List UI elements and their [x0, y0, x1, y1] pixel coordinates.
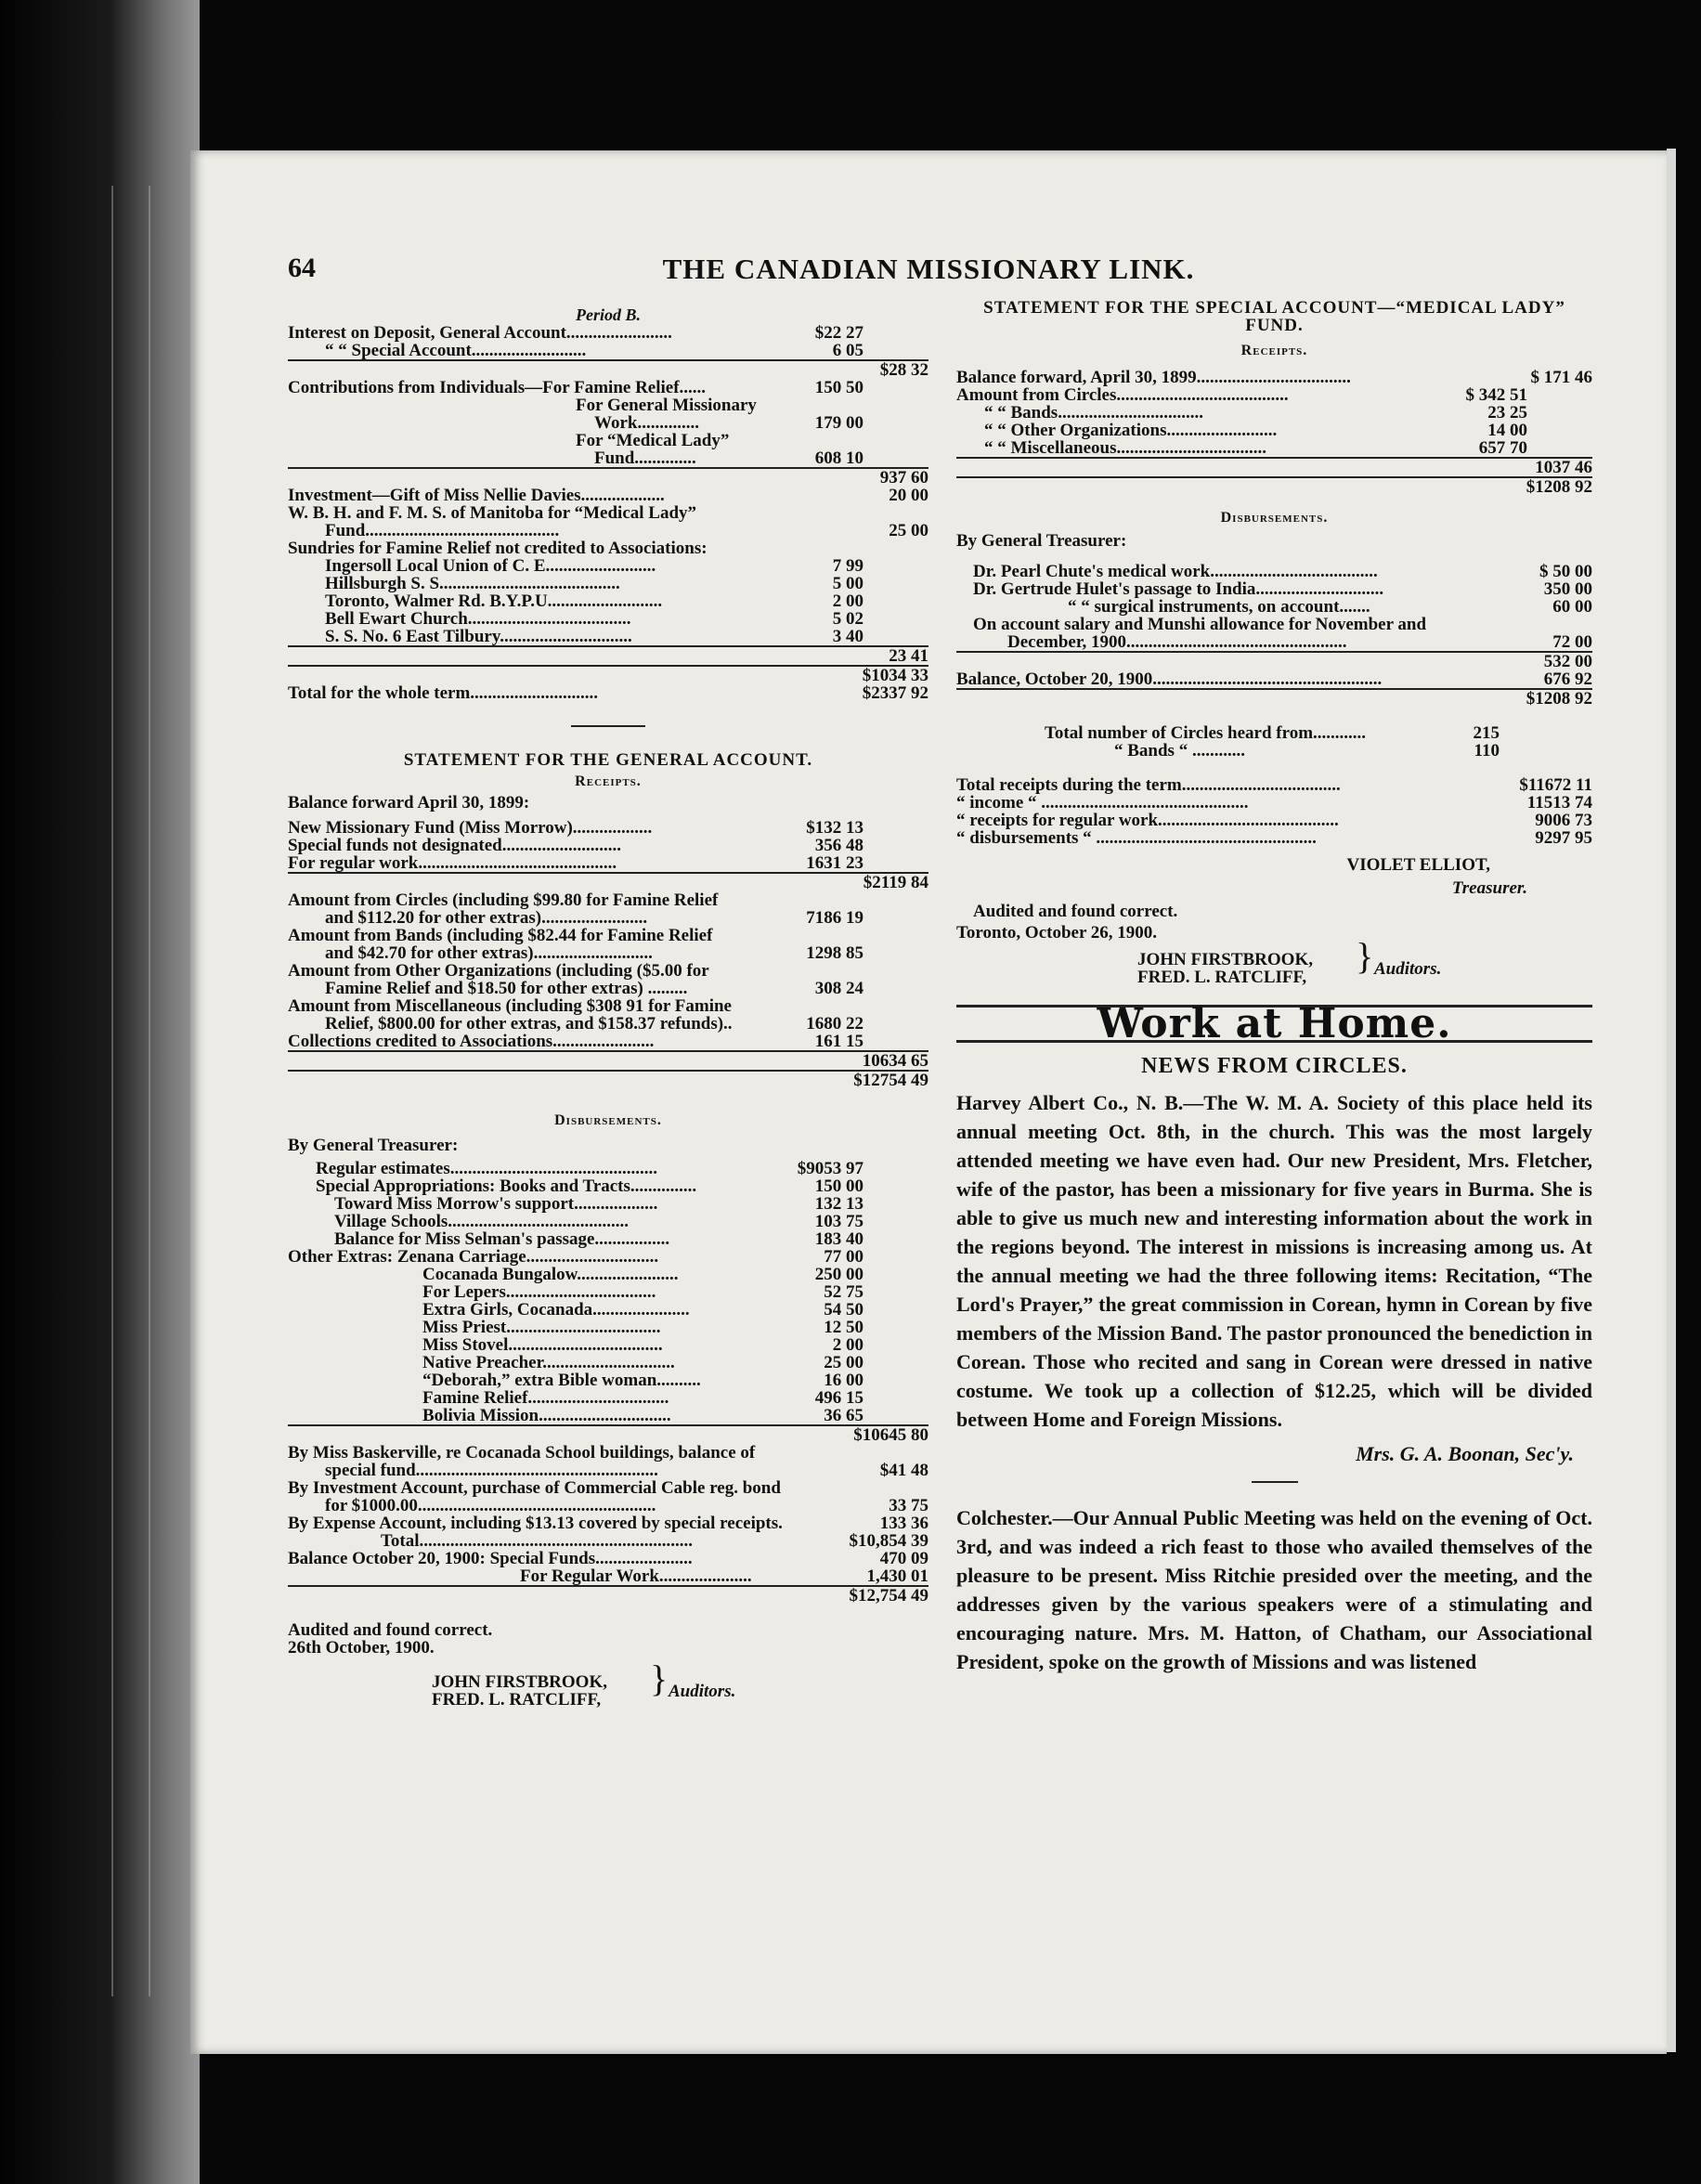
ledger-label: Investment—Gift of Miss Nellie Davies................... — [288, 486, 665, 505]
book-spine — [0, 0, 200, 2184]
right-column — [956, 299, 1592, 1676]
ledger-amount: 25 00 — [824, 1353, 863, 1372]
special-disbursement-rows — [956, 563, 1592, 708]
auditor-name: JOHN FIRSTBROOK, — [432, 1672, 607, 1692]
auditor-name: JOHN FIRSTBROOK, — [1137, 950, 1313, 969]
ledger-label: Dr. Pearl Chute's medical work...................................... — [973, 562, 1378, 581]
ledger-row — [288, 1479, 928, 1497]
ledger-row — [288, 1550, 928, 1567]
ledger-label: Amount from Other Organizations (including ($5.00 for — [288, 961, 709, 981]
ledger-row — [288, 1444, 928, 1462]
period-title: Period B. — [576, 306, 641, 324]
ledger-total: 25 00 — [889, 521, 928, 540]
ledger-label: Sundries for Famine Relief not credited to Associations: — [288, 539, 708, 558]
period-rows — [288, 324, 928, 702]
ledger-total: 1,430 01 — [866, 1566, 928, 1586]
ledger-total: 1037 46 — [1535, 458, 1592, 477]
ledger-amount: 6 05 — [832, 341, 863, 360]
ledger-row — [956, 386, 1592, 404]
ledger-total: 11513 74 — [1526, 793, 1592, 812]
ledger-amount: 16 00 — [824, 1371, 863, 1390]
ledger-row — [956, 439, 1592, 457]
ledger-label: For regular work............................................. — [288, 853, 617, 873]
ledger-row — [956, 616, 1592, 633]
audited-text: Audited and found correct. — [288, 1620, 493, 1640]
ledger-label: special fund....................................................... — [325, 1461, 658, 1480]
ledger-label: Famine Relief................................ — [422, 1388, 669, 1408]
news-paragraph: Harvey Albert Co., N. B.—The W. M. A. Society of this place held its annual meeting Oct. 8th, in the church. This was the most largely attended meeting we have even had. Our new President, Mrs. Fletcher, wife of the pastor, has been a missionary for five years in Burma. She is able to give us much new and interesting information about the work in the regions beyond. The interest in missions is increasing among us. At the annual meeting we had the three following items: Recitation, “The Lord's Prayer,” the great commission in Corean, hymn in Corean by five members of the Mission Band. The pastor pronounced the benediction in Corean. Those who recited and sang in Corean were dressed in native costume. We took up a collection of $12.25, which will be divided between Home and Foreign Missions. — [956, 1091, 1592, 1431]
ledger-row — [956, 794, 1592, 812]
ledger-total: 9006 73 — [1535, 811, 1592, 830]
ledger-amount: 657 70 — [1478, 438, 1527, 458]
ledger-row — [288, 1389, 928, 1407]
ledger-label: Famine Relief and $18.50 for other extras) ......... — [325, 979, 688, 998]
receipts-label: Receipts. — [575, 774, 642, 789]
ledger-row — [288, 980, 928, 997]
ledger-label: Miss Priest................................... — [422, 1318, 661, 1337]
ledger-label: Special Appropriations: Books and Tracts............... — [316, 1176, 697, 1196]
special-account-title-2: FUND. — [1245, 316, 1304, 335]
ledger-row — [288, 1336, 928, 1354]
ledger-row — [956, 812, 1592, 829]
ledger-amount: 1298 85 — [806, 943, 863, 963]
ledger-total: 60 00 — [1552, 597, 1592, 617]
ledger-label: Toward Miss Morrow's support................... — [334, 1194, 658, 1214]
ledger-label: “ “ surgical instruments, on account....... — [1068, 597, 1370, 617]
ledger-label: Village Schools......................................... — [334, 1212, 630, 1231]
auditors-block — [288, 1658, 928, 1714]
ledger-row — [956, 422, 1592, 439]
ledger-row — [956, 580, 1592, 598]
divider — [1252, 1481, 1298, 1483]
ledger-total: 23 41 — [889, 646, 928, 666]
left-column — [288, 306, 928, 1714]
ledger-label: Amount from Miscellaneous (including $308 91 for Famine — [288, 996, 732, 1016]
ledger-amount: 356 48 — [814, 836, 863, 855]
ledger-label: By Expense Account, including $13.13 covered by special receipts. — [288, 1514, 783, 1533]
ledger-row — [288, 837, 928, 854]
ledger-label: and $42.70 for other extras)........................... — [325, 943, 653, 963]
ledger-label: Contributions from Individuals—For Famine Relief...... — [288, 378, 707, 397]
auditors-label: Auditors. — [669, 1682, 736, 1701]
spine-edge — [149, 186, 150, 1996]
ledger-row — [288, 342, 928, 359]
ledger-row — [288, 1283, 928, 1301]
ledger-amount: 179 00 — [814, 413, 863, 433]
ledger-row — [288, 1567, 928, 1585]
ledger-amount: 7 99 — [832, 556, 863, 576]
ledger-label: For Regular Work..................... — [520, 1566, 752, 1586]
ledger-label: Balance October 20, 1900: Special Funds...................... — [288, 1549, 693, 1568]
ledger-label: W. B. H. and F. M. S. of Manitoba for “Medical Lady” — [288, 503, 697, 523]
ledger-row — [288, 684, 928, 702]
ledger-total: $1208 92 — [1526, 477, 1592, 497]
ledger-row — [288, 575, 928, 592]
by-general-treasurer: By General Treasurer: — [956, 531, 1127, 551]
ledger-amount: 12 50 — [824, 1318, 863, 1337]
ledger-row — [288, 324, 928, 342]
ledger-row — [288, 610, 928, 628]
ledger-amount: 5 02 — [832, 609, 863, 629]
ledger-amount: 2 00 — [832, 592, 863, 611]
auditor-name: FRED. L. RATCLIFF, — [1137, 968, 1307, 987]
ledger-label: Dr. Gertrude Hulet's passage to India............................. — [973, 579, 1384, 599]
brace: } — [650, 1658, 669, 1699]
ledger-label: Work.............. — [594, 413, 699, 433]
ledger-label: Bell Ewart Church..................................... — [325, 609, 631, 629]
ledger-row — [288, 1514, 928, 1532]
ledger-row — [288, 1372, 928, 1389]
document-page — [190, 150, 1667, 2054]
ledger-row — [288, 359, 928, 379]
ledger-row — [288, 854, 928, 872]
ledger-row — [288, 467, 928, 487]
ledger-row — [288, 1407, 928, 1424]
ledger-row — [288, 1248, 928, 1266]
ledger-row — [288, 540, 928, 557]
ledger-row — [288, 557, 928, 575]
audit-place-date: Toronto, October 26, 1900. — [956, 923, 1158, 942]
ledger-row — [288, 1177, 928, 1195]
ledger-row — [288, 396, 928, 414]
ledger-total: $10,854 39 — [849, 1531, 928, 1551]
ledger-row — [288, 665, 928, 684]
special-receipt-rows — [956, 369, 1592, 496]
ledger-label: Native Preacher.............................. — [422, 1353, 675, 1372]
ledger-row — [288, 1213, 928, 1230]
ledger-label: Relief, $800.00 for other extras, and $158.37 refunds).. — [325, 1014, 733, 1034]
ledger-label: Regular estimates............................................... — [316, 1159, 658, 1178]
ledger-amount: 1631 23 — [806, 853, 863, 873]
page-title: THE CANADIAN MISSIONARY LINK. — [662, 253, 1195, 285]
ledger-row — [288, 592, 928, 610]
ledger-row — [956, 457, 1592, 476]
ledger-amount: 608 10 — [814, 448, 863, 468]
news-signature: Mrs. G. A. Boonan, Sec'y. — [1356, 1442, 1574, 1465]
ledger-row — [956, 633, 1592, 651]
count-label: Total number of Circles heard from............ — [1045, 723, 1367, 743]
circle-count-row — [956, 724, 1592, 742]
ledger-row — [288, 1230, 928, 1248]
ledger-row — [288, 487, 928, 504]
ledger-label: Toronto, Walmer Rd. B.Y.P.U.......................... — [325, 592, 663, 611]
ledger-label: Amount from Circles....................................... — [956, 385, 1289, 405]
by-general-treasurer: By General Treasurer: — [288, 1136, 459, 1155]
ledger-amount: 54 50 — [824, 1300, 863, 1320]
ledger-row — [288, 1070, 928, 1089]
work-at-home-heading: Work at Home. — [1097, 1000, 1452, 1047]
ledger-label: For “Medical Lady” — [576, 431, 730, 450]
ledger-amount: 23 25 — [1487, 403, 1527, 422]
ledger-total: 350 00 — [1543, 579, 1592, 599]
ledger-amount: 150 00 — [814, 1176, 863, 1196]
ledger-label: Hillsburgh S. S......................................... — [325, 574, 620, 593]
circles-counts — [956, 724, 1592, 760]
ledger-row — [288, 1585, 928, 1605]
ledger-row — [288, 1195, 928, 1213]
ledger-amount: $22 27 — [814, 323, 863, 343]
ledger-row — [956, 670, 1592, 688]
ledger-label: Amount from Bands (including $82.44 for Famine Relief — [288, 926, 713, 945]
ledger-total: 9297 95 — [1535, 828, 1592, 848]
disbursements-label: Disbursements. — [1220, 510, 1329, 526]
ledger-amount: 36 65 — [824, 1406, 863, 1425]
ledger-amount: 250 00 — [814, 1265, 863, 1284]
ledger-label: Balance, October 20, 1900.................................................... — [956, 670, 1383, 689]
ledger-amount: 161 15 — [814, 1032, 863, 1051]
ledger-row — [288, 962, 928, 980]
ledger-amount: $132 13 — [806, 818, 863, 838]
ledger-row — [288, 1462, 928, 1479]
ledger-label: By Investment Account, purchase of Commercial Cable reg. bond — [288, 1478, 781, 1498]
ledger-row — [288, 414, 928, 432]
balance-forward: Balance forward April 30, 1899: — [288, 793, 530, 812]
ledger-amount: 77 00 — [824, 1247, 863, 1267]
ledger-total: $12,754 49 — [849, 1586, 928, 1606]
ledger-row — [288, 1532, 928, 1550]
ledger-row — [288, 1354, 928, 1372]
ledger-label: “Deborah,” extra Bible woman.......... — [422, 1371, 701, 1390]
ledger-label: Extra Girls, Cocanada...................... — [422, 1300, 690, 1320]
ledger-label: December, 1900.................................................. — [1007, 632, 1347, 652]
ledger-total: $1034 33 — [862, 666, 928, 685]
count-value: 110 — [1474, 741, 1500, 760]
ledger-amount: 150 50 — [814, 378, 863, 397]
ledger-label: Other Extras: Zenana Carriage.............................. — [288, 1247, 659, 1267]
ledger-amount: $9053 97 — [797, 1159, 863, 1178]
auditors-label: Auditors. — [1374, 959, 1442, 979]
ledger-row — [288, 1497, 928, 1514]
ledger-total: 10634 65 — [862, 1051, 928, 1071]
ledger-amount: $ 342 51 — [1465, 385, 1527, 405]
disbursements-label: Disbursements. — [554, 1112, 662, 1128]
page-number: 64 — [288, 253, 316, 283]
ledger-label: for $1000.00...................................................... — [325, 1496, 656, 1515]
ledger-amount: 14 00 — [1487, 421, 1527, 440]
ledger-row — [288, 997, 928, 1015]
ledger-row — [288, 1160, 928, 1177]
totals-rows — [956, 776, 1592, 847]
ledger-amount: 3 40 — [832, 627, 863, 646]
ledger-label: By Miss Baskerville, re Cocanada School buildings, balance of — [288, 1443, 756, 1462]
ledger-row — [288, 645, 928, 665]
ledger-label: “ income “ ............................................... — [956, 793, 1249, 812]
ledger-label: Miss Stovel................................... — [422, 1335, 663, 1355]
special-account-title: STATEMENT FOR THE SPECIAL ACCOUNT—“MEDICAL LADY” — [983, 298, 1565, 318]
ledger-label: Amount from Circles (including $99.80 for Famine Relief — [288, 890, 719, 910]
receipts-label: Receipts. — [1240, 343, 1308, 358]
ledger-total: 20 00 — [889, 486, 928, 505]
ledger-total: $2119 84 — [863, 873, 928, 892]
ledger-total: 72 00 — [1552, 632, 1592, 652]
circle-count-row — [956, 742, 1592, 760]
ledger-label: Fund............................................ — [325, 521, 560, 540]
auditor-name: FRED. L. RATCLIFF, — [432, 1690, 602, 1710]
ledger-label: On account salary and Munshi allowance for November and — [973, 615, 1427, 634]
ledger-row — [956, 563, 1592, 580]
ledger-amount: 183 40 — [814, 1229, 863, 1249]
ledger-label: Fund.............. — [594, 448, 696, 468]
ledger-total: 937 60 — [879, 468, 928, 488]
ledger-label: Collections credited to Associations....................... — [288, 1032, 655, 1051]
count-label: “ Bands “ ............ — [1114, 741, 1245, 760]
ledger-amount: 7186 19 — [806, 908, 863, 928]
ledger-row — [288, 1050, 928, 1070]
news-from-circles-heading: NEWS FROM CIRCLES. — [1141, 1054, 1408, 1078]
ledger-row — [956, 651, 1592, 670]
ledger-row — [288, 891, 928, 909]
ledger-label: S. S. No. 6 East Tilbury.............................. — [325, 627, 632, 646]
ledger-total: 133 36 — [879, 1514, 928, 1533]
ledger-label: “ “ Other Organizations......................... — [984, 421, 1278, 440]
ledger-label: “ receipts for regular work......................................... — [956, 811, 1339, 830]
ledger-label: Cocanada Bungalow....................... — [422, 1265, 679, 1284]
ledger-amount: 52 75 — [824, 1282, 863, 1302]
general-rows — [288, 819, 928, 1089]
general-account-title: STATEMENT FOR THE GENERAL ACCOUNT. — [403, 750, 813, 770]
ledger-row — [288, 872, 928, 891]
ledger-total: $1208 92 — [1526, 689, 1592, 708]
ledger-label: “ “ Special Account.......................... — [325, 341, 587, 360]
page-header — [190, 253, 1667, 290]
ledger-amount: 308 24 — [814, 979, 863, 998]
ledger-label: Total.............................................................. — [381, 1531, 694, 1551]
ledger-row — [288, 909, 928, 927]
ledger-row — [288, 944, 928, 962]
ledger-total: 470 09 — [879, 1549, 928, 1568]
news-paragraph: Colchester.—Our Annual Public Meeting was held on the evening of Oct. 3rd, and was indeed a rich feast to those who availed themselves of the pleasure to be present. Miss Ritchie presided over the meeting, and the addresses given by the various speakers were of a stimulating and encouraging nature. Mrs. M. Hatton, of Chatham, our Associational President, spoke on the growth of Missions and was listened — [956, 1506, 1592, 1673]
ledger-row — [288, 1301, 928, 1319]
ledger-row — [288, 927, 928, 944]
ledger-label: “ “ Miscellaneous.................................. — [984, 438, 1266, 458]
ledger-label: Bolivia Mission.............................. — [422, 1406, 671, 1425]
ledger-label: Balance for Miss Selman's passage................. — [334, 1229, 670, 1249]
ledger-row — [956, 829, 1592, 847]
ledger-amount: 2 00 — [832, 1335, 863, 1355]
ledger-total: $28 32 — [879, 360, 928, 380]
ledger-total: 33 75 — [889, 1496, 928, 1515]
ledger-label: Total for the whole term............................. — [288, 683, 599, 703]
ledger-row — [956, 476, 1592, 496]
ledger-amount: 132 13 — [814, 1194, 863, 1214]
treasurer-title: Treasurer. — [1451, 878, 1527, 898]
ledger-row — [288, 1424, 928, 1444]
ledger-row — [288, 628, 928, 645]
ledger-row — [288, 1033, 928, 1050]
ledger-total: $11672 11 — [1519, 775, 1592, 795]
ledger-label: For Lepers.................................. — [422, 1282, 656, 1302]
ledger-total: $ 50 00 — [1539, 562, 1592, 581]
ledger-label: Total receipts during the term.................................... — [956, 775, 1341, 795]
ledger-total: 676 92 — [1543, 670, 1592, 689]
audit-date: 26th October, 1900. — [288, 1638, 435, 1658]
ledger-total: $10645 80 — [853, 1425, 928, 1445]
ledger-row — [956, 404, 1592, 422]
ledger-row — [288, 379, 928, 396]
ledger-row — [956, 688, 1592, 708]
ledger-row — [956, 776, 1592, 794]
ledger-row — [288, 1015, 928, 1033]
brace: } — [1356, 935, 1374, 977]
ledger-row — [956, 598, 1592, 616]
ledger-row — [288, 449, 928, 467]
ledger-row — [288, 819, 928, 837]
ledger-label: New Missionary Fund (Miss Morrow).................. — [288, 818, 653, 838]
ledger-row — [956, 369, 1592, 386]
ledger-label: Special funds not designated........................... — [288, 836, 621, 855]
spine-edge — [111, 186, 113, 1996]
ledger-total: $41 48 — [879, 1461, 928, 1480]
ledger-label: Balance forward, April 30, 1899................................... — [956, 368, 1351, 387]
ledger-total: $12754 49 — [853, 1071, 928, 1090]
disbursement-rows — [288, 1160, 928, 1605]
ledger-row — [288, 1266, 928, 1283]
ledger-amount: 5 00 — [832, 574, 863, 593]
ledger-row — [288, 504, 928, 522]
ledger-row — [288, 1319, 928, 1336]
ledger-total: $2337 92 — [862, 683, 928, 703]
treasurer-name: VIOLET ELLIOT, — [1346, 855, 1490, 875]
divider — [571, 725, 645, 727]
ledger-label: Ingersoll Local Union of C. E......................... — [325, 556, 656, 576]
ledger-total: $ 171 46 — [1530, 368, 1592, 387]
ledger-label: “ “ Bands................................. — [984, 403, 1203, 422]
ledger-label: Interest on Deposit, General Account........................ — [288, 323, 672, 343]
count-value: 215 — [1473, 723, 1500, 743]
audited-text: Audited and found correct. — [973, 902, 1178, 921]
page-edge — [1667, 149, 1676, 2052]
ledger-total: 532 00 — [1543, 652, 1592, 671]
ledger-amount: 496 15 — [814, 1388, 863, 1408]
ledger-label: and $112.20 for other extras)........................ — [325, 908, 648, 928]
ledger-row — [288, 432, 928, 449]
ledger-amount: 1680 22 — [806, 1014, 863, 1034]
ledger-row — [288, 522, 928, 540]
auditors-block — [956, 935, 1592, 992]
ledger-label: “ disbursements “ .................................................. — [956, 828, 1317, 848]
ledger-label: For General Missionary — [576, 396, 757, 415]
ledger-amount: 103 75 — [814, 1212, 863, 1231]
